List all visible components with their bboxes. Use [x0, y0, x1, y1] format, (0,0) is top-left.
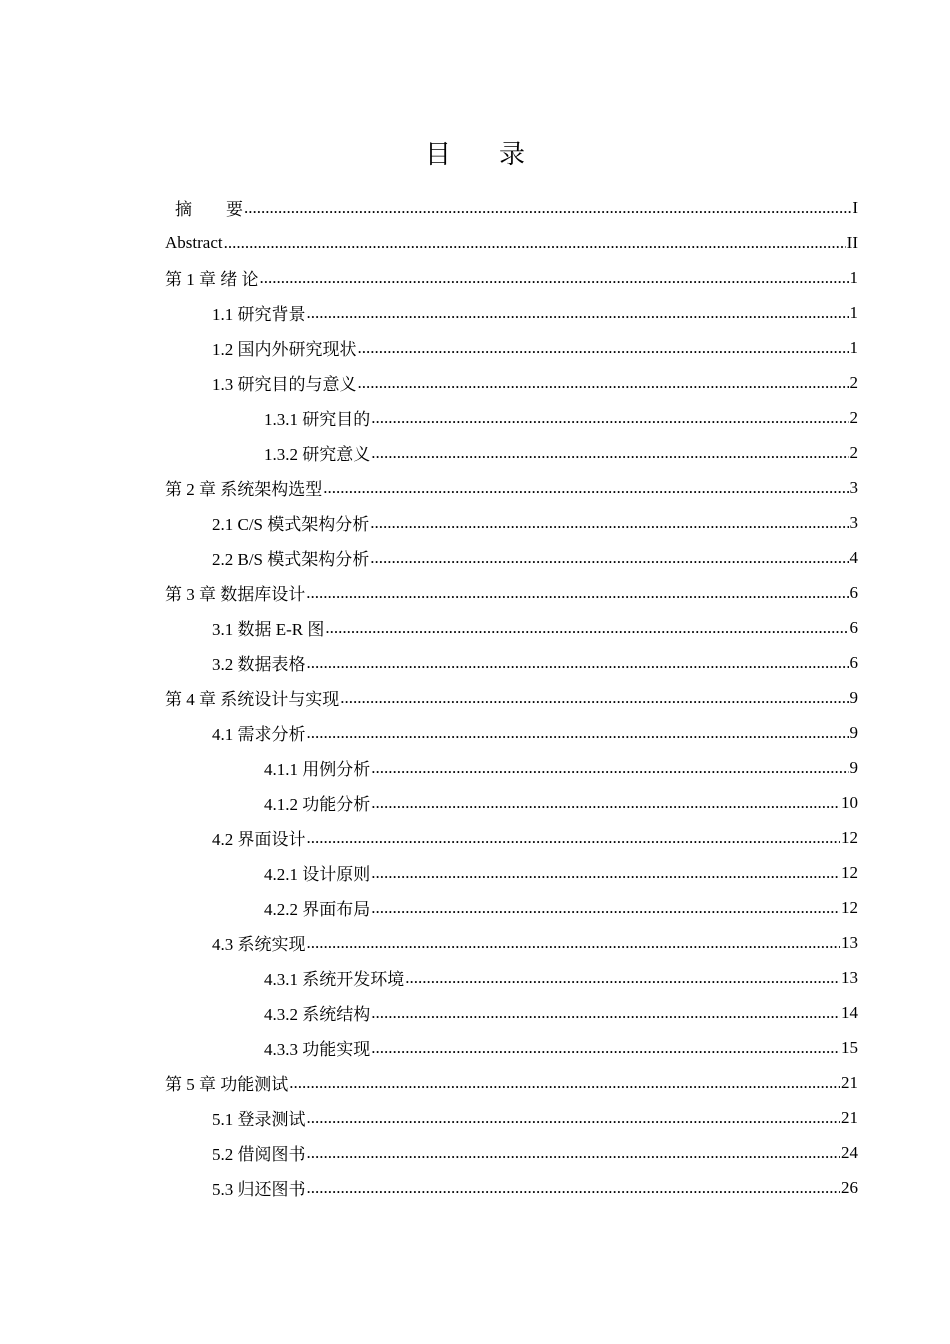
toc-leader-dots — [307, 933, 841, 953]
toc-entry-subsection[interactable] — [264, 435, 858, 470]
toc-entry-page: 3 — [849, 512, 858, 532]
toc-entry-section[interactable] — [212, 295, 858, 330]
toc-entry-label: 4.1.2 功能分析 — [264, 795, 371, 814]
page-title — [0, 134, 950, 171]
toc-entry-chapter-5[interactable] — [165, 1065, 858, 1100]
toc-entry-label: 4.2.2 界面布局 — [264, 900, 371, 919]
toc-leader-dots — [224, 233, 846, 253]
toc-entry-page: 13 — [841, 932, 858, 952]
toc-entry-page: II — [846, 232, 858, 252]
toc-entry-label: 4.3.3 功能实现 — [264, 1040, 371, 1059]
toc-leader-dots — [371, 863, 840, 883]
toc-leader-dots — [371, 408, 848, 428]
toc-entry-page: 1 — [849, 302, 858, 322]
toc-entry-page: 6 — [849, 617, 858, 637]
toc-entry-section[interactable] — [212, 610, 858, 645]
title-char-2: 录 — [499, 140, 526, 170]
toc-leader-dots — [340, 688, 848, 708]
toc-entry-page: 24 — [841, 1142, 858, 1162]
toc-entry-label: 1.3.1 研究目的 — [264, 410, 371, 429]
toc-leader-dots — [323, 478, 848, 498]
toc-leader-dots — [307, 1108, 841, 1128]
toc-leader-dots — [307, 1143, 841, 1163]
toc-entry-label: 第 1 章 绪 论 — [165, 270, 259, 289]
toc-leader-dots — [358, 373, 849, 393]
toc-entry-chapter-4[interactable] — [165, 680, 858, 715]
toc-entry-label: 3.1 数据 E-R 图 — [212, 620, 325, 639]
toc-entry-abstract-cn[interactable] — [175, 190, 858, 225]
toc-entry-section[interactable] — [212, 1170, 858, 1205]
toc-entry-section[interactable] — [212, 820, 858, 855]
toc-leader-dots — [307, 303, 849, 323]
toc-leader-dots — [307, 723, 849, 743]
toc-entry-label: 4.1 需求分析 — [212, 725, 306, 744]
toc-leader-dots — [244, 198, 851, 218]
toc-entry-label: 4.1.1 用例分析 — [264, 760, 371, 779]
toc-leader-dots — [307, 1178, 841, 1198]
toc-leader-dots — [370, 513, 848, 533]
toc-entry-subsection[interactable] — [264, 995, 858, 1030]
toc-leader-dots — [371, 1003, 840, 1023]
toc-entry-page: 4 — [849, 547, 858, 567]
toc-entry-label: 第 5 章 功能测试 — [165, 1075, 289, 1094]
toc-entry-label: 1.3 研究目的与意义 — [212, 375, 357, 394]
toc-leader-dots — [371, 443, 848, 463]
toc-entry-page: 12 — [841, 862, 858, 882]
toc-entry-section[interactable] — [212, 1100, 858, 1135]
toc-entry-page: 2 — [849, 372, 858, 392]
toc-leader-dots — [307, 828, 841, 848]
toc-leader-dots — [370, 548, 848, 568]
toc-entry-subsection[interactable] — [264, 1030, 858, 1065]
toc-leader-dots — [371, 793, 840, 813]
toc-entry-page: 1 — [849, 267, 858, 287]
toc-entry-label: 4.3.2 系统结构 — [264, 1005, 371, 1024]
toc-entry-chapter-2[interactable] — [165, 470, 858, 505]
toc-entry-label: 第 2 章 系统架构选型 — [165, 480, 323, 499]
toc-entry-chapter-3[interactable] — [165, 575, 858, 610]
toc-leader-dots — [260, 268, 849, 288]
toc-entry-page: 1 — [849, 337, 858, 357]
toc-entry-page: 9 — [849, 757, 858, 777]
toc-entry-section[interactable] — [212, 645, 858, 680]
toc-entry-label: 第 3 章 数据库设计 — [165, 585, 306, 604]
toc-entry-section[interactable] — [212, 715, 858, 750]
toc-entry-label: 摘 要 — [175, 200, 243, 219]
toc-entry-section[interactable] — [212, 1135, 858, 1170]
toc-entry-page: 21 — [841, 1107, 858, 1127]
toc-entry-label: 1.3.2 研究意义 — [264, 445, 371, 464]
toc-leader-dots — [405, 968, 840, 988]
toc-entry-abstract-en[interactable] — [165, 225, 858, 260]
toc-entry-subsection[interactable] — [264, 960, 858, 995]
toc-leader-dots — [371, 758, 848, 778]
toc-leader-dots — [306, 583, 848, 603]
toc-entry-page: 12 — [841, 897, 858, 917]
toc-entry-subsection[interactable] — [264, 750, 858, 785]
toc-entry-label: 1.1 研究背景 — [212, 305, 306, 324]
toc-entry-section[interactable] — [212, 925, 858, 960]
toc-leader-dots — [325, 618, 848, 638]
toc-entry-page: 10 — [841, 792, 858, 812]
toc-entry-label: 4.2 界面设计 — [212, 830, 306, 849]
toc-entry-page: 6 — [849, 582, 858, 602]
toc-entry-label: 2.1 C/S 模式架构分析 — [212, 515, 370, 534]
toc-entry-page: 15 — [841, 1037, 858, 1057]
toc-entry-label: Abstract — [165, 232, 223, 252]
toc-entry-page: 2 — [849, 442, 858, 462]
toc-entry-page: 12 — [841, 827, 858, 847]
title-char-1: 目 — [424, 140, 451, 170]
toc-leader-dots — [289, 1073, 840, 1093]
toc-entry-subsection[interactable] — [264, 785, 858, 820]
toc-entry-subsection[interactable] — [264, 400, 858, 435]
toc-entry-label: 5.3 归还图书 — [212, 1180, 306, 1199]
toc-entry-subsection[interactable] — [264, 855, 858, 890]
toc-leader-dots — [358, 338, 849, 358]
toc-entry-page: 6 — [849, 652, 858, 672]
toc-entry-label: 5.1 登录测试 — [212, 1110, 306, 1129]
toc-entry-label: 5.2 借阅图书 — [212, 1145, 306, 1164]
toc-entry-section[interactable] — [212, 540, 858, 575]
toc-entry-label: 4.3.1 系统开发环境 — [264, 970, 405, 989]
toc-leader-dots — [371, 1038, 840, 1058]
toc-entry-label: 4.3 系统实现 — [212, 935, 306, 954]
toc-entry-page: 9 — [849, 687, 858, 707]
toc-entry-label: 4.2.1 设计原则 — [264, 865, 371, 884]
toc-entry-label: 2.2 B/S 模式架构分析 — [212, 550, 370, 569]
toc-entry-page: 2 — [849, 407, 858, 427]
toc-entry-page: I — [852, 197, 858, 217]
toc-entry-section[interactable] — [212, 330, 858, 365]
toc-entry-page: 9 — [849, 722, 858, 742]
toc-entry-page: 3 — [849, 477, 858, 497]
toc-entry-subsection[interactable] — [264, 890, 858, 925]
toc-entry-label: 1.2 国内外研究现状 — [212, 340, 357, 359]
toc-entry-section[interactable] — [212, 505, 858, 540]
toc-entry-label: 第 4 章 系统设计与实现 — [165, 690, 340, 709]
toc-leader-dots — [371, 898, 840, 918]
toc-leader-dots — [307, 653, 849, 673]
toc-entry-page: 26 — [841, 1177, 858, 1197]
toc-entry-page: 14 — [841, 1002, 858, 1022]
toc-entry-page: 21 — [841, 1072, 858, 1092]
toc-entry-label: 3.2 数据表格 — [212, 655, 306, 674]
toc-entry-section[interactable] — [212, 365, 858, 400]
toc-entry-page: 13 — [841, 967, 858, 987]
toc-entry-chapter-1[interactable] — [165, 260, 858, 295]
